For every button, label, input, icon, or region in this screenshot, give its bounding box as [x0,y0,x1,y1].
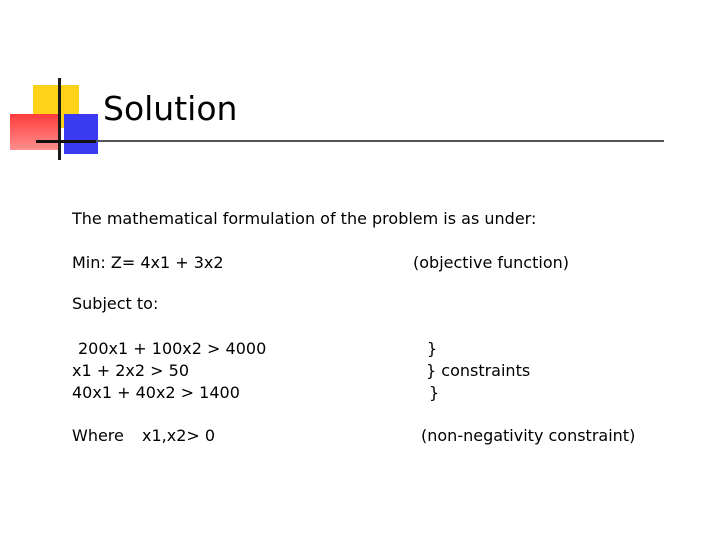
constraint-line: 200x1 + 100x2 > 4000 [78,339,267,358]
where-label: Where [72,426,124,445]
subject-to-label: Subject to: [72,294,159,313]
brace-line: } constraints [426,361,531,380]
where-line [72,425,215,447]
constraint-line: x1 + 2x2 > 50 [72,361,189,380]
brace-line: } [429,383,440,402]
constraint-line: 40x1 + 40x2 > 1400 [72,383,240,402]
non-negativity-expression: x1,x2> 0 [142,426,216,445]
non-negativity-note: (non-negativity constraint) [421,426,636,445]
objective-note: (objective function) [413,253,569,272]
blue-square-decoration [64,114,98,154]
constraints-braces [426,338,530,404]
title-underline-accent [36,140,96,143]
slide-title: Solution [103,89,238,128]
vertical-rule-decoration [58,78,61,160]
objective-expression: Min: Z= 4x1 + 3x2 [72,253,224,272]
intro-text: The mathematical formulation of the problem is as under: [72,209,537,228]
red-square-decoration [10,114,58,150]
title-underline-rule [36,140,664,142]
constraints-list [72,338,266,404]
brace-line: } [427,339,438,358]
